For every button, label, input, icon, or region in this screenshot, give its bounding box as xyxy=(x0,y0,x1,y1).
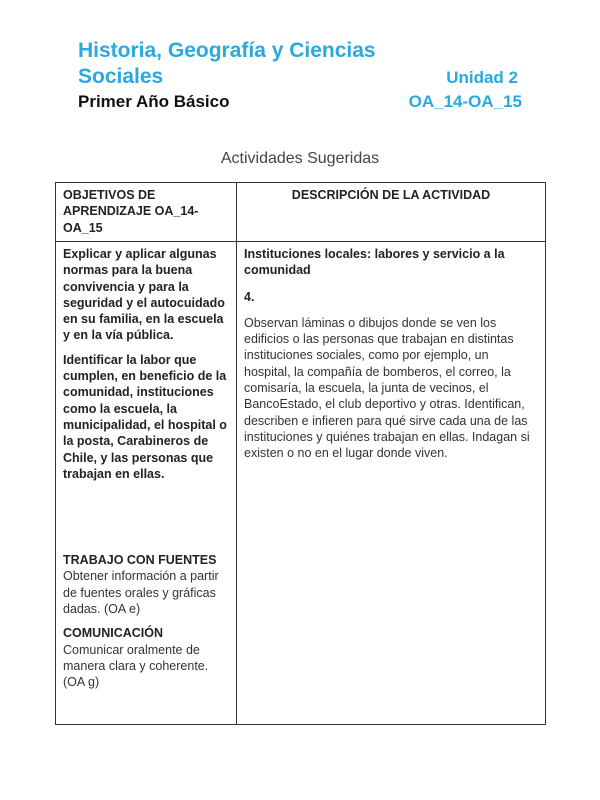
skill-text: Comunicar oralmente de manera clara y coherente. (OA g) xyxy=(63,642,209,690)
objective-text: Identificar la labor que cumplen, en beneficio de la comunidad, instituciones como la escuela, la municipalidad, el hospital o la posta, Carabineros de Chile, y las personas que trabajan en ellas. xyxy=(63,352,227,481)
skill-text: Obtener información a partir de fuentes orales y gráficas dadas. (OA e) xyxy=(63,569,219,617)
table-header-row xyxy=(56,183,546,242)
subject-title-line2: Sociales xyxy=(78,65,164,88)
unit-label: Unidad 2 xyxy=(446,68,518,87)
activity-number: 4. xyxy=(244,289,255,304)
skill-title: COMUNICACIÓN xyxy=(63,626,163,641)
oa-code-label: OA_14-OA_15 xyxy=(408,92,522,111)
spacer xyxy=(63,490,229,552)
header-objectives: OBJETIVOS DE APRENDIZAJE OA_14-OA_15 xyxy=(56,183,237,242)
activity-description: Observan láminas o dibujos donde se ven los edificios o las personas que trabajan en distintas instituciones sociales, como por ejemplo, un hospital, la compañía de bomberos, el correo, la comisaría, la escuela, la junta de vecinos, el BancoEstado, el club deportivo y otras. Identifican, describen e infieren para qué sirve cada una de las instituciones y quiénes trabajan en ellas. Indagan si existen o no en el lugar donde viven. xyxy=(244,315,530,461)
activity-cell xyxy=(237,242,546,725)
grade-label: Primer Año Básico xyxy=(78,92,230,111)
activities-table xyxy=(55,182,546,725)
subject-title-row xyxy=(78,64,528,91)
activity-title: Instituciones locales: labores y servicio a la comunidad xyxy=(244,247,505,278)
subject-title-line1: Historia, Geografía y Ciencias xyxy=(78,39,376,62)
grade-row xyxy=(78,91,528,113)
header-description: DESCRIPCIÓN DE LA ACTIVIDAD xyxy=(237,183,546,242)
skill-title: TRABAJO CON FUENTES xyxy=(63,553,217,568)
section-title: Actividades Sugeridas xyxy=(220,150,380,167)
table-body-row xyxy=(56,242,546,725)
document-header xyxy=(78,38,528,113)
objectives-cell xyxy=(56,242,237,725)
objective-text: Explicar y aplicar algunas normas para la buena convivencia y para la seguridad y el autocuidado en su familia, en la escuela y en la vía pública. xyxy=(63,247,225,343)
